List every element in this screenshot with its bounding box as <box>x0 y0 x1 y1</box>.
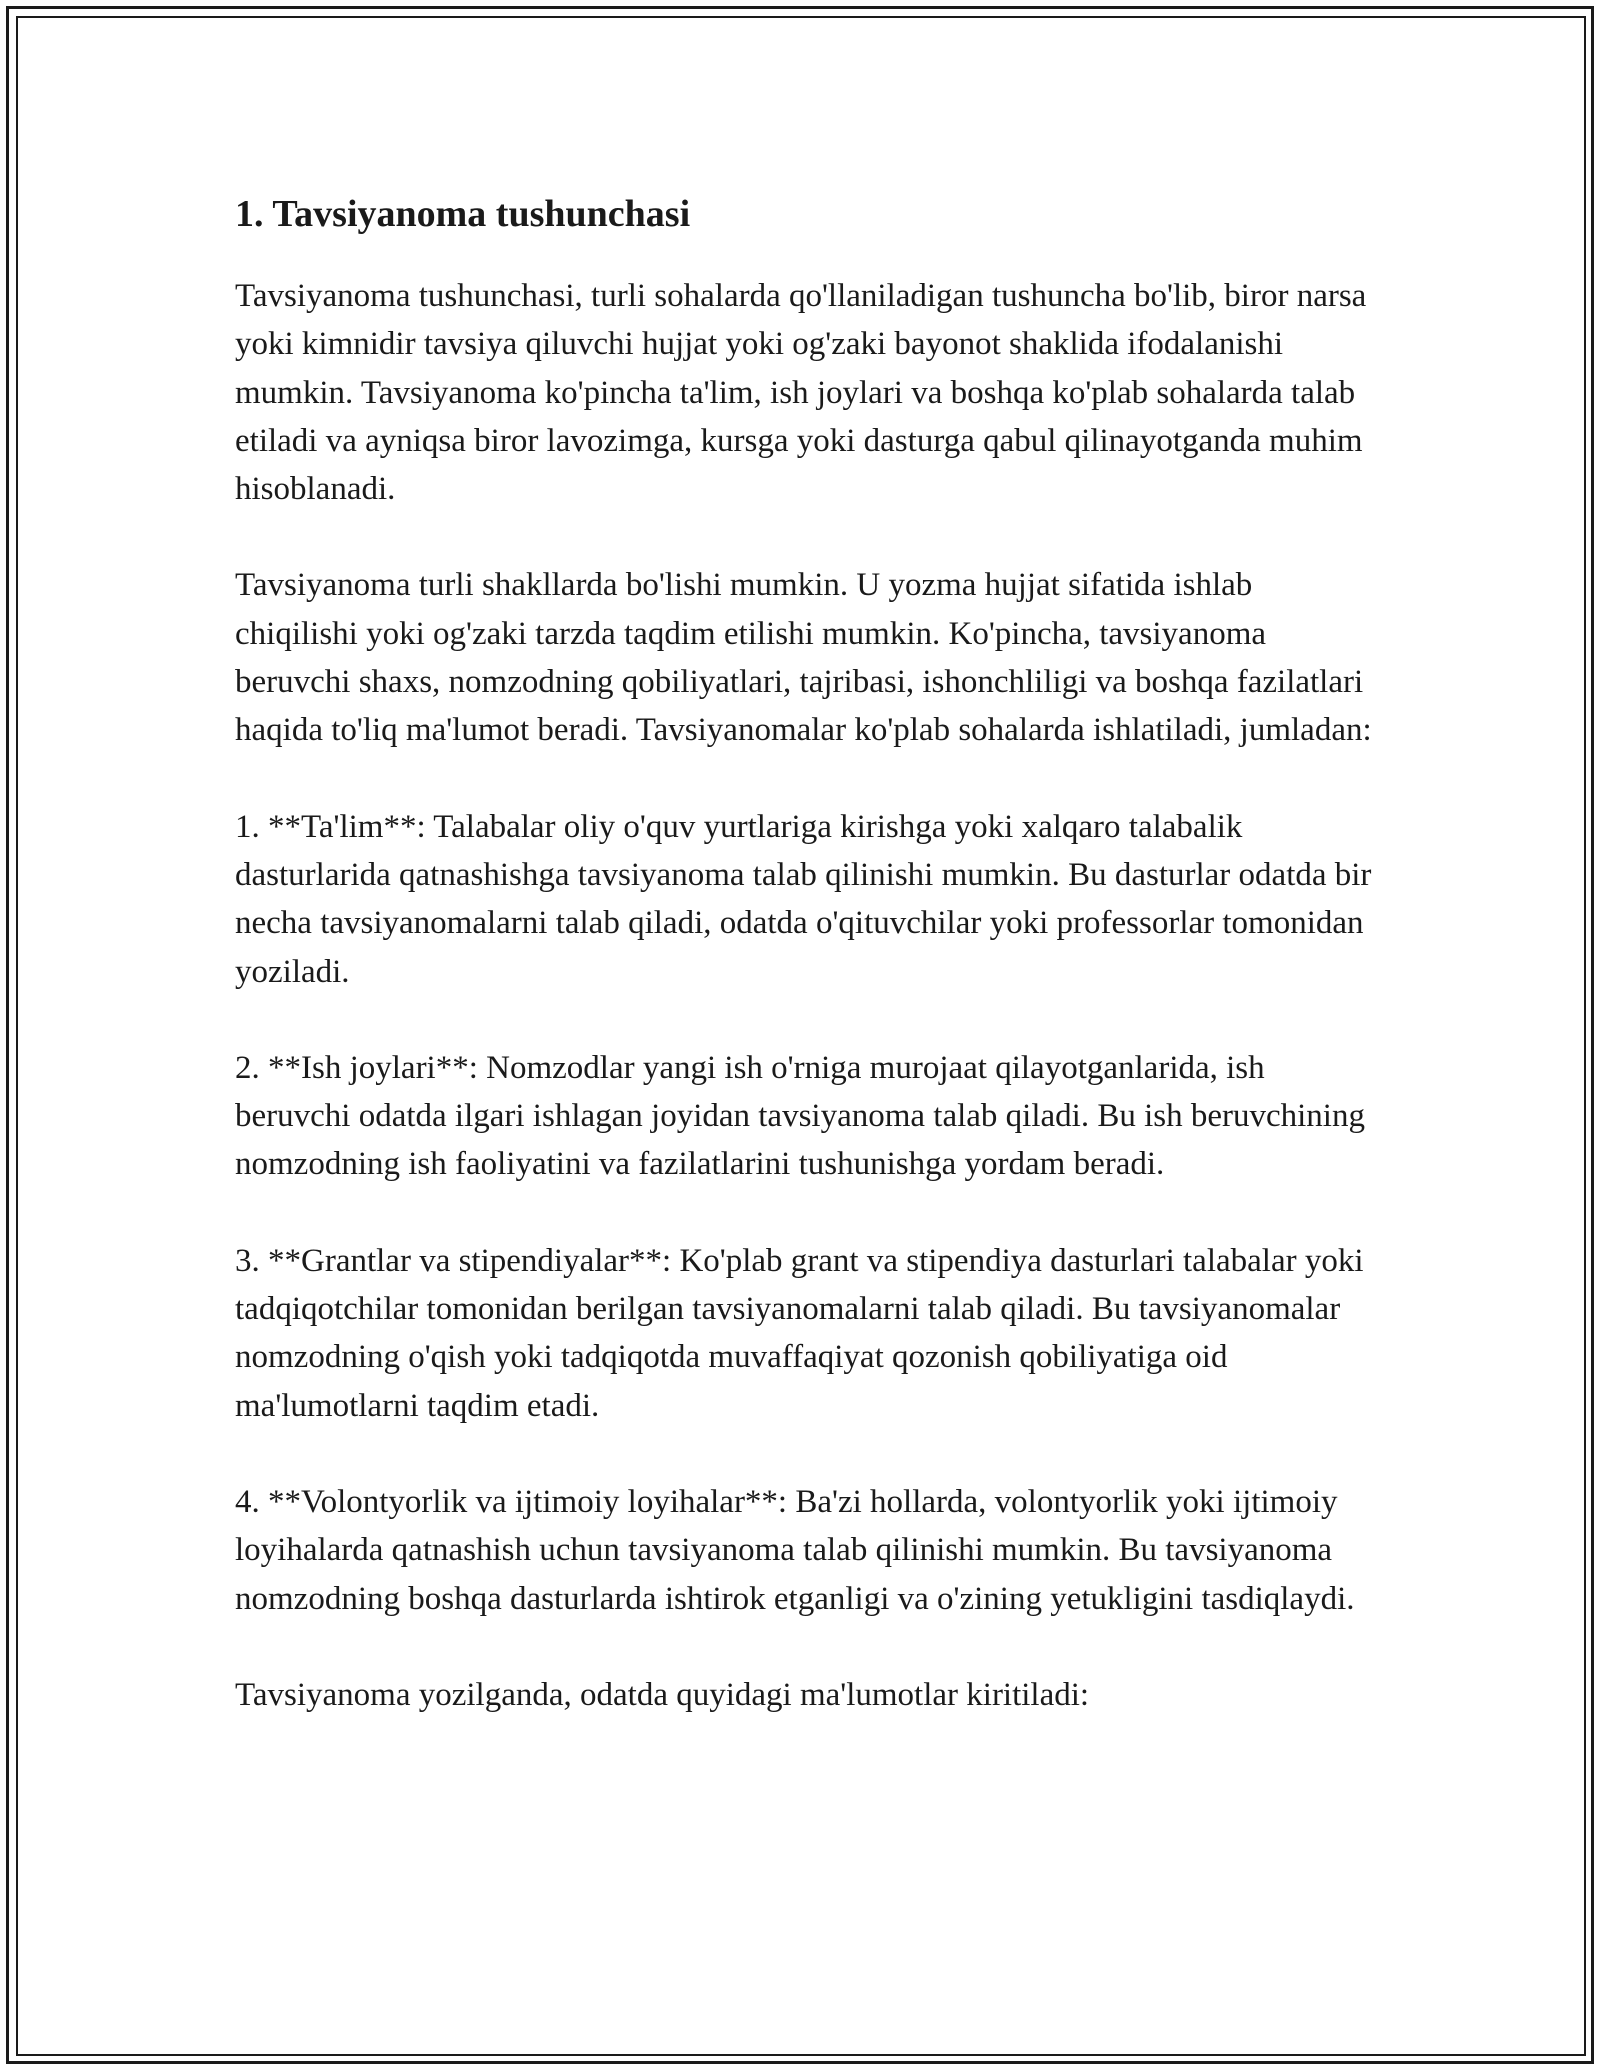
paragraph-intro: Tavsiyanoma tushunchasi, turli sohalarda qo'llaniladigan tushuncha bo'lib, biror narsa yoki kimnidir tavsiya qiluvchi hujjat yoki og'zaki bayonot shaklida ifodalanishi mumkin. Tavsiyanoma ko'pincha ta'lim, ish joylari va boshqa ko'plab sohalarda talab etiladi va ayniqsa biror lavozimga, kursga yoki dasturga qabul qilinayotganda muhim hisoblanadi. <box>235 278 1367 508</box>
list-item-education: 1. **Ta'lim**: Talabalar oliy o'quv yurtlariga kirishga yoki xalqaro talabalik dasturlarida qatnashishga tavsiyanoma talab qilinishi mumkin. Bu dasturlar odatda bir necha tavsiyanomalarni talab qiladi, odatda o'qituvchilar yoki professorlar tomonidan yoziladi. <box>235 808 1372 990</box>
list-item-volunteering: 4. **Volontyorlik va ijtimoiy loyihalar**: Ba'zi hollarda, volontyorlik yoki ijtimoiy loyihalarda qatnashish uchun tavsiyanoma talab qilinishi mumkin. Bu tavsiyanoma nomzodning boshqa dasturlarda ishtirok etganligi va o'zining yetukligini tasdiqlaydi. <box>235 1483 1355 1617</box>
document-body <box>235 188 1375 1767</box>
list-item-workplaces: 2. **Ish joylari**: Nomzodlar yangi ish o'rniga murojaat qilayotganlarida, ish beruvchi odatda ilgari ishlagan joyidan tavsiyanoma talab qiladi. Bu ish beruvchining nomzodning ish faoliyatini va fazilatlarini tushunishga yordam beradi. <box>235 1049 1365 1183</box>
paragraph-closing: Tavsiyanoma yozilganda, odatda quyidagi ma'lumotlar kiritiladi: <box>235 1676 1090 1713</box>
section-heading: 1. Tavsiyanoma tushunchasi <box>235 193 691 235</box>
paragraph-forms: Tavsiyanoma turli shakllarda bo'lishi mumkin. U yozma hujjat sifatida ishlab chiqilishi yoki og'zaki tarzda taqdim etilishi mumkin. Ko'pincha, tavsiyanoma beruvchi shaxs, nomzodning qobiliyatlari, tajribasi, ishonchliligi va boshqa fazilatlari haqida to'liq ma'lumot beradi. Tavsiyanomalar ko'plab sohalarda ishlatiladi, jumladan: <box>235 567 1372 749</box>
list-item-grants: 3. **Grantlar va stipendiyalar**: Ko'plab grant va stipendiya dasturlari talabalar yoki tadqiqotchilar tomonidan berilgan tavsiyanomalarni talab qiladi. Bu tavsiyanomalar nomzodning o'qish yoki tadqiqotda muvaffaqiyat qozonish qobiliyatiga oid ma'lumotlarni taqdim etadi. <box>235 1242 1364 1424</box>
